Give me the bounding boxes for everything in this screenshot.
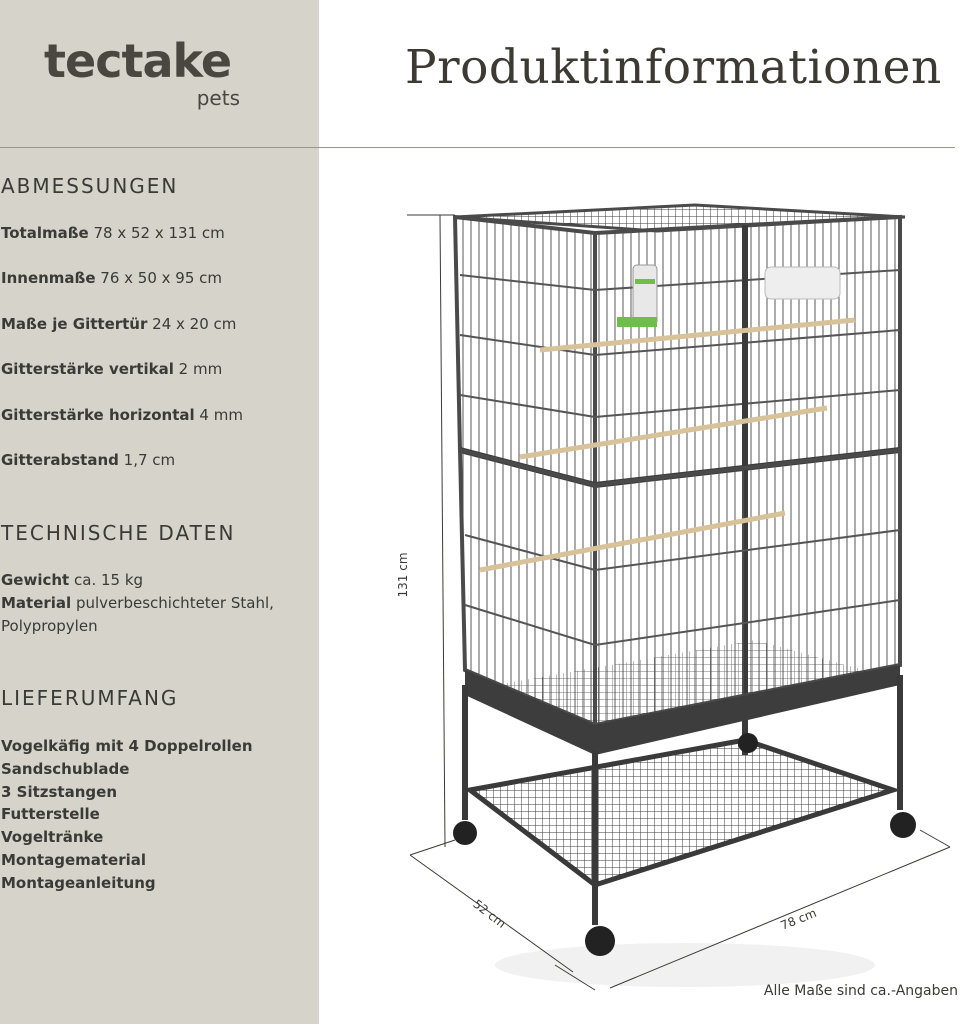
list-item: Sandschublade (1, 760, 130, 778)
section-title-abmessungen: ABMESSUNGEN (1, 174, 179, 198)
feeder (765, 267, 840, 299)
dimension-depth: 52 cm (470, 896, 509, 931)
spec-row-gitter-vertikal: Gitterstärke vertikal 2 mm (1, 360, 223, 378)
dimension-height: 131 cm (396, 552, 410, 598)
list-item: Futterstelle (1, 805, 100, 823)
list-item: Montagematerial (1, 851, 147, 869)
list-item: 3 Sitzstangen (1, 783, 117, 801)
bird-cage-illustration (395, 195, 960, 1000)
spec-row-gittertuer: Maße je Gittertür 24 x 20 cm (1, 315, 237, 333)
water-bottle (633, 265, 657, 325)
spec-row-gitter-horizontal: Gitterstärke horizontal 4 mm (1, 406, 243, 424)
sidebar-panel (0, 0, 319, 1024)
spec-row-gitterabstand: Gitterabstand 1,7 cm (1, 451, 176, 469)
brand-name: tectake (44, 34, 232, 88)
lower-shelf (470, 740, 893, 885)
spec-row-gewicht: Gewicht ca. 15 kg (1, 571, 144, 589)
section-title-technische-daten: TECHNISCHE DATEN (1, 521, 236, 545)
spec-row-material: Material pulverbeschichteter Stahl, (1, 594, 274, 612)
footnote: Alle Maße sind ca.-Angaben (763, 983, 958, 999)
spec-row-innenmasse: Innenmaße 76 x 50 x 95 cm (1, 269, 223, 287)
dimension-width: 78 cm (778, 905, 819, 933)
brand-sub: pets (196, 86, 240, 110)
water-bottle-base (617, 317, 657, 327)
header-divider (0, 147, 955, 148)
spec-row-totalmasse: Totalmaße 78 x 52 x 131 cm (1, 224, 225, 242)
spec-row-material-cont: Polypropylen (1, 617, 98, 635)
list-item: Montageanleitung (1, 874, 156, 892)
page-title: Produktinformationen (405, 40, 942, 95)
brand-logo (44, 34, 244, 110)
list-item: Vogelkäfig mit 4 Doppelrollen (1, 737, 253, 755)
list-item: Vogeltränke (1, 828, 104, 846)
section-title-lieferumfang: LIEFERUMFANG (1, 686, 179, 710)
